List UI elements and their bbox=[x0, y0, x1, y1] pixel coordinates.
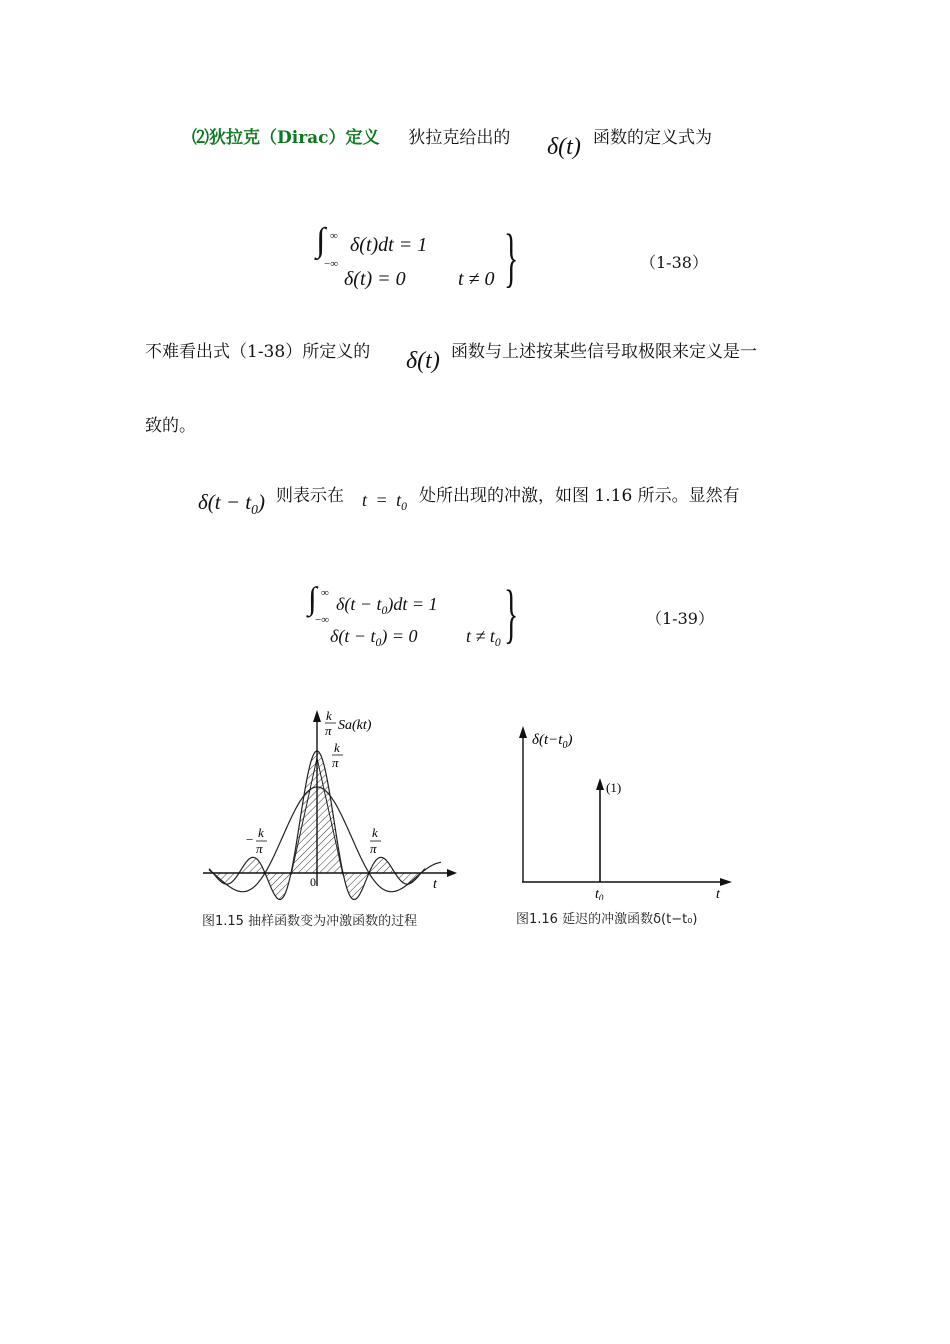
peak-label-den: π bbox=[332, 755, 339, 770]
paragraph-text: 狄拉克给出的 bbox=[408, 128, 511, 148]
y-axis-arrow bbox=[313, 710, 321, 722]
delayed-delta-symbol: $\delta(t - t_0)$ bbox=[198, 490, 265, 517]
paragraph-text: 处所出现的冲激，如图 1.16 所示。显然有 bbox=[419, 486, 740, 506]
x-axis-label: t bbox=[716, 887, 720, 900]
equation-condition: $t \ne t_0$ bbox=[466, 626, 501, 650]
equation-1-38 bbox=[316, 221, 526, 300]
integral-sign: ∫ bbox=[316, 222, 326, 259]
integral-upper-limit: ∞ bbox=[321, 587, 329, 599]
figure-1-16 bbox=[512, 720, 742, 900]
equation-number: （1-39） bbox=[646, 609, 714, 628]
right-label-den: π bbox=[370, 841, 377, 856]
equation-line-1: δ(t)dt = 1 bbox=[350, 234, 428, 256]
paragraph-text: 致的。 bbox=[145, 416, 196, 436]
left-label-num: k bbox=[258, 825, 264, 840]
ylabel-func: Sa(kt) bbox=[338, 718, 372, 733]
section-heading: ⑵狄拉克（Dirac）定义 bbox=[192, 128, 380, 148]
equation-condition: t ≠ 0 bbox=[458, 268, 495, 290]
integral-sign: ∫ bbox=[308, 580, 317, 616]
equation-line-2: δ(t) = 0 bbox=[344, 268, 406, 290]
right-brace: } bbox=[504, 577, 519, 650]
equation-1-39 bbox=[308, 577, 528, 656]
x-axis-arrow bbox=[720, 878, 732, 886]
peak-label-num: k bbox=[334, 740, 340, 755]
paragraph-text: 函数与上述按某些信号取极限来定义是一 bbox=[451, 342, 757, 362]
integral-lower-limit: −∞ bbox=[324, 258, 339, 270]
left-label-minus: − bbox=[246, 832, 254, 847]
figure-1-15 bbox=[195, 700, 475, 935]
paragraph-dirac-definition bbox=[192, 126, 510, 150]
time-condition: $t = t_0$ bbox=[362, 490, 407, 514]
paragraph-text: 不难看出式（1-38）所定义的 bbox=[145, 342, 371, 362]
figure-caption: 图1.15 抽样函数变为冲激函数的过程 bbox=[202, 914, 418, 929]
ylabel-frac-den: π bbox=[325, 723, 332, 738]
delta-symbol: δ(t) bbox=[406, 348, 440, 374]
delta-symbol: δ(t) bbox=[547, 134, 581, 160]
impulse-arrow bbox=[596, 778, 604, 790]
impulse-strength-label: (1) bbox=[606, 780, 622, 795]
equation-line-2: $\delta(t - t_0) = 0$ bbox=[330, 626, 418, 650]
integral-lower-limit: −∞ bbox=[315, 614, 330, 626]
equation-number: （1-38） bbox=[640, 253, 708, 272]
right-label-num: k bbox=[372, 825, 378, 840]
paragraph-text: 函数的定义式为 bbox=[593, 128, 712, 148]
y-axis-label: $\delta(t-t_0)$ bbox=[532, 732, 573, 751]
y-axis-arrow bbox=[519, 726, 527, 738]
x-axis-label: t bbox=[433, 877, 437, 892]
ylabel-frac-num: k bbox=[326, 708, 332, 723]
equation-line-1: $\delta(t - t_0)dt = 1$ bbox=[336, 594, 438, 618]
left-label-den: π bbox=[256, 841, 263, 856]
paragraph-text: 则表示在 bbox=[276, 486, 344, 506]
figure-caption: 图1.16 延迟的冲激函数δ(t−t₀) bbox=[516, 912, 698, 927]
x-axis-arrow bbox=[447, 869, 457, 877]
integral-upper-limit: ∞ bbox=[330, 230, 338, 242]
right-brace: } bbox=[504, 221, 519, 294]
origin-label: 0 bbox=[310, 875, 316, 889]
t0-label: $t_0$ bbox=[595, 887, 604, 900]
